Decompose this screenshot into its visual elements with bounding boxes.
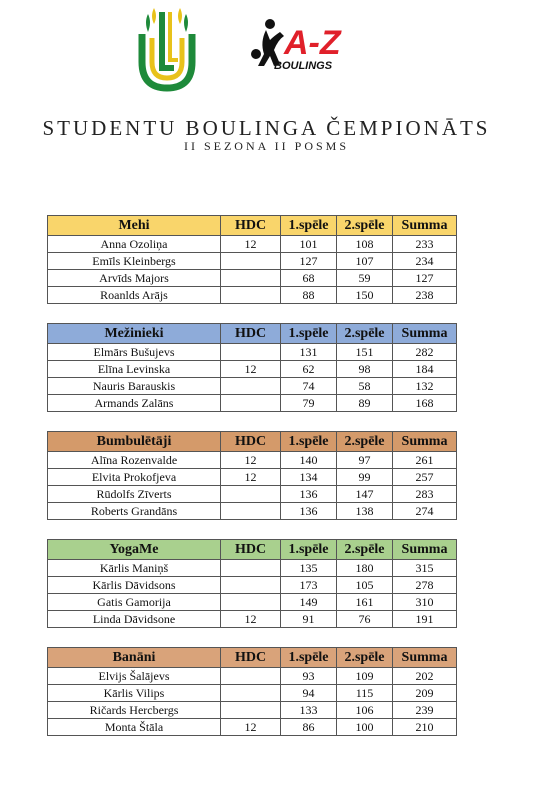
player-name: Ričards Hercbergs bbox=[48, 702, 221, 719]
player-game1: 94 bbox=[281, 685, 337, 702]
player-game1: 140 bbox=[281, 452, 337, 469]
sum-header: Summa bbox=[393, 216, 457, 236]
player-game1: 91 bbox=[281, 611, 337, 628]
player-hdc bbox=[221, 344, 281, 361]
table-row bbox=[48, 395, 457, 412]
player-hdc bbox=[221, 287, 281, 304]
player-game1: 88 bbox=[281, 287, 337, 304]
player-game1: 93 bbox=[281, 668, 337, 685]
team-table-mezinieki bbox=[47, 323, 457, 412]
player-hdc bbox=[221, 594, 281, 611]
player-name: Roberts Grandāns bbox=[48, 503, 221, 520]
az-logo-text: A-Z bbox=[284, 24, 341, 62]
player-sum: 209 bbox=[393, 685, 457, 702]
player-name: Rūdolfs Zīverts bbox=[48, 486, 221, 503]
player-sum: 282 bbox=[393, 344, 457, 361]
player-name: Elīna Levinska bbox=[48, 361, 221, 378]
player-name: Armands Zalāns bbox=[48, 395, 221, 412]
team-header-row bbox=[48, 324, 457, 344]
table-row bbox=[48, 577, 457, 594]
team-header-row bbox=[48, 648, 457, 668]
player-game2: 161 bbox=[337, 594, 393, 611]
player-name: Linda Dāvidsone bbox=[48, 611, 221, 628]
player-hdc bbox=[221, 702, 281, 719]
player-hdc: 12 bbox=[221, 719, 281, 736]
sum-header: Summa bbox=[393, 540, 457, 560]
player-game1: 134 bbox=[281, 469, 337, 486]
player-name: Elvita Prokofjeva bbox=[48, 469, 221, 486]
player-sum: 202 bbox=[393, 668, 457, 685]
player-hdc bbox=[221, 486, 281, 503]
player-game1: 131 bbox=[281, 344, 337, 361]
game1-header: 1.spēle bbox=[281, 432, 337, 452]
player-name: Alīna Rozenvalde bbox=[48, 452, 221, 469]
player-game1: 68 bbox=[281, 270, 337, 287]
player-hdc: 12 bbox=[221, 236, 281, 253]
table-row bbox=[48, 344, 457, 361]
player-sum: 283 bbox=[393, 486, 457, 503]
table-row bbox=[48, 452, 457, 469]
player-name: Roanlds Arājs bbox=[48, 287, 221, 304]
table-row bbox=[48, 469, 457, 486]
player-game2: 98 bbox=[337, 361, 393, 378]
player-name: Gatis Gamorija bbox=[48, 594, 221, 611]
player-game2: 89 bbox=[337, 395, 393, 412]
player-sum: 239 bbox=[393, 702, 457, 719]
player-hdc: 12 bbox=[221, 361, 281, 378]
table-row bbox=[48, 594, 457, 611]
game1-header: 1.spēle bbox=[281, 540, 337, 560]
player-sum: 261 bbox=[393, 452, 457, 469]
player-hdc bbox=[221, 560, 281, 577]
player-game2: 109 bbox=[337, 668, 393, 685]
player-hdc bbox=[221, 378, 281, 395]
player-game2: 151 bbox=[337, 344, 393, 361]
page-subtitle: II SEZONA II POSMS bbox=[183, 139, 349, 153]
player-sum: 278 bbox=[393, 577, 457, 594]
game2-header: 2.spēle bbox=[337, 324, 393, 344]
hdc-header: HDC bbox=[221, 216, 281, 236]
sum-header: Summa bbox=[393, 432, 457, 452]
sum-header: Summa bbox=[393, 324, 457, 344]
player-hdc bbox=[221, 395, 281, 412]
player-name: Monta Štāla bbox=[48, 719, 221, 736]
llu-logo bbox=[134, 4, 200, 94]
player-game1: 62 bbox=[281, 361, 337, 378]
table-row bbox=[48, 560, 457, 577]
team-table-yogame bbox=[47, 539, 457, 628]
table-row bbox=[48, 668, 457, 685]
player-sum: 210 bbox=[393, 719, 457, 736]
player-game2: 105 bbox=[337, 577, 393, 594]
player-game1: 136 bbox=[281, 486, 337, 503]
player-game2: 107 bbox=[337, 253, 393, 270]
player-sum: 191 bbox=[393, 611, 457, 628]
player-game2: 76 bbox=[337, 611, 393, 628]
player-hdc bbox=[221, 270, 281, 287]
player-hdc bbox=[221, 685, 281, 702]
table-row bbox=[48, 253, 457, 270]
player-game1: 74 bbox=[281, 378, 337, 395]
player-game2: 108 bbox=[337, 236, 393, 253]
player-game2: 58 bbox=[337, 378, 393, 395]
player-hdc bbox=[221, 577, 281, 594]
player-sum: 132 bbox=[393, 378, 457, 395]
player-game1: 173 bbox=[281, 577, 337, 594]
game1-header: 1.spēle bbox=[281, 216, 337, 236]
team-name: Mežinieki bbox=[48, 324, 221, 344]
player-sum: 233 bbox=[393, 236, 457, 253]
logo-area bbox=[0, 0, 533, 100]
team-name: Mehi bbox=[48, 216, 221, 236]
player-game2: 100 bbox=[337, 719, 393, 736]
player-game2: 99 bbox=[337, 469, 393, 486]
table-row bbox=[48, 719, 457, 736]
game2-header: 2.spēle bbox=[337, 540, 393, 560]
player-hdc: 12 bbox=[221, 469, 281, 486]
teams-container bbox=[47, 215, 456, 755]
player-sum: 238 bbox=[393, 287, 457, 304]
az-boulings-logo bbox=[250, 14, 360, 74]
player-game1: 101 bbox=[281, 236, 337, 253]
player-name: Elmārs Bušujevs bbox=[48, 344, 221, 361]
hdc-header: HDC bbox=[221, 540, 281, 560]
team-header-row bbox=[48, 540, 457, 560]
table-row bbox=[48, 287, 457, 304]
player-name: Arvīds Majors bbox=[48, 270, 221, 287]
player-game2: 138 bbox=[337, 503, 393, 520]
player-game1: 135 bbox=[281, 560, 337, 577]
player-game2: 150 bbox=[337, 287, 393, 304]
game2-header: 2.spēle bbox=[337, 432, 393, 452]
game1-header: 1.spēle bbox=[281, 648, 337, 668]
table-row bbox=[48, 685, 457, 702]
player-game1: 86 bbox=[281, 719, 337, 736]
player-hdc bbox=[221, 503, 281, 520]
player-sum: 310 bbox=[393, 594, 457, 611]
player-game1: 136 bbox=[281, 503, 337, 520]
game2-header: 2.spēle bbox=[337, 216, 393, 236]
player-game2: 115 bbox=[337, 685, 393, 702]
game2-header: 2.spēle bbox=[337, 648, 393, 668]
player-sum: 257 bbox=[393, 469, 457, 486]
team-header-row bbox=[48, 216, 457, 236]
player-sum: 184 bbox=[393, 361, 457, 378]
sum-header: Summa bbox=[393, 648, 457, 668]
player-name: Kārlis Dāvidsons bbox=[48, 577, 221, 594]
player-sum: 127 bbox=[393, 270, 457, 287]
player-name: Nauris Barauskis bbox=[48, 378, 221, 395]
player-game1: 149 bbox=[281, 594, 337, 611]
player-game2: 180 bbox=[337, 560, 393, 577]
player-game2: 147 bbox=[337, 486, 393, 503]
player-game2: 97 bbox=[337, 452, 393, 469]
hdc-header: HDC bbox=[221, 432, 281, 452]
table-row bbox=[48, 486, 457, 503]
player-sum: 315 bbox=[393, 560, 457, 577]
game1-header: 1.spēle bbox=[281, 324, 337, 344]
team-name: Banāni bbox=[48, 648, 221, 668]
player-game2: 106 bbox=[337, 702, 393, 719]
player-sum: 168 bbox=[393, 395, 457, 412]
player-hdc: 12 bbox=[221, 611, 281, 628]
table-row bbox=[48, 236, 457, 253]
player-hdc: 12 bbox=[221, 452, 281, 469]
team-name: YogaMe bbox=[48, 540, 221, 560]
player-sum: 274 bbox=[393, 503, 457, 520]
table-row bbox=[48, 378, 457, 395]
team-table-mehi bbox=[47, 215, 457, 304]
player-name: Emīls Kleinbergs bbox=[48, 253, 221, 270]
player-name: Kārlis Maniņš bbox=[48, 560, 221, 577]
player-game1: 127 bbox=[281, 253, 337, 270]
team-table-bumbuletaji bbox=[47, 431, 457, 520]
table-row bbox=[48, 611, 457, 628]
team-header-row bbox=[48, 432, 457, 452]
page-title: STUDENTU BOULINGA ČEMPIONĀTS bbox=[42, 116, 491, 140]
team-name: Bumbulētāji bbox=[48, 432, 221, 452]
player-name: Anna Ozoliņa bbox=[48, 236, 221, 253]
player-hdc bbox=[221, 668, 281, 685]
player-hdc bbox=[221, 253, 281, 270]
player-game2: 59 bbox=[337, 270, 393, 287]
player-name: Kārlis Vilips bbox=[48, 685, 221, 702]
player-game1: 133 bbox=[281, 702, 337, 719]
table-row bbox=[48, 270, 457, 287]
player-game1: 79 bbox=[281, 395, 337, 412]
player-name: Elvijs Šalājevs bbox=[48, 668, 221, 685]
team-table-banani bbox=[47, 647, 457, 736]
table-row bbox=[48, 702, 457, 719]
player-sum: 234 bbox=[393, 253, 457, 270]
hdc-header: HDC bbox=[221, 324, 281, 344]
hdc-header: HDC bbox=[221, 648, 281, 668]
table-row bbox=[48, 503, 457, 520]
table-row bbox=[48, 361, 457, 378]
az-logo-subtext: BOULINGS bbox=[274, 60, 333, 72]
